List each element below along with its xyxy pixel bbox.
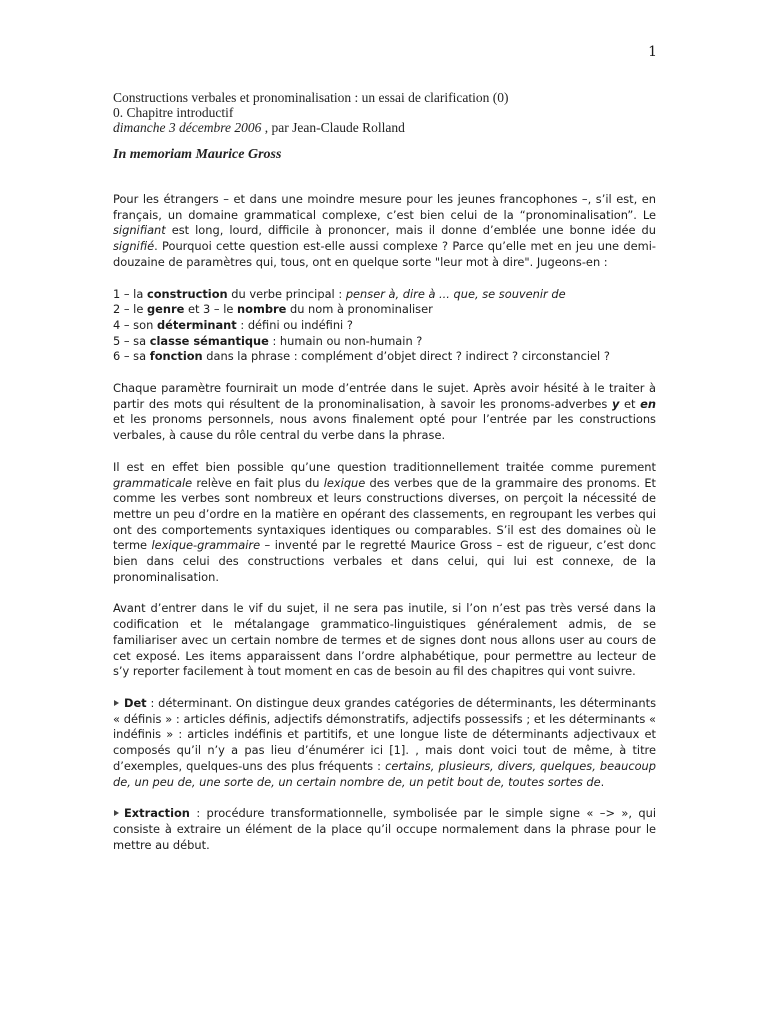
article-header — [113, 90, 673, 135]
parameter-text: : défini ou indéfini ? — [236, 317, 353, 332]
parameter-text: du nom à pronominaliser — [286, 302, 433, 317]
glossary-definition: : procédure transformationnelle, symbolisée par le simple signe « –> », qui consiste à extraire un élément de la place qu’il occupe normalement dans la phrase pour le mettre au début. — [113, 806, 656, 852]
triangle-bullet-icon — [114, 700, 119, 706]
intro-paragraph — [113, 192, 656, 271]
body-text — [113, 192, 656, 869]
parameter-keyword: classe sémantique — [149, 333, 269, 348]
glossary-det — [113, 696, 656, 790]
parameter-item — [113, 349, 656, 365]
parameter-text: 5 – sa — [113, 333, 150, 348]
glossary-term: Extraction — [124, 806, 190, 821]
article-title: Constructions verbales et pronominalisation : un essai de clarification (0) — [113, 90, 509, 105]
term-grammaticale: grammaticale — [113, 475, 193, 490]
parameter-keyword: déterminant — [156, 317, 237, 332]
parameter-text: : humain ou non-humain ? — [268, 333, 423, 348]
entry-paragraph — [113, 381, 656, 444]
glossary-definition: : déterminant. On distingue deux grandes catégories de déterminants, les déterminants « définis » : articles définis, adjectifs démonstratifs, adjectifs possessifs ; et les déterminants « indéfinis » : articles indéfinis et partitifs, et une longue liste de déterminants adjectivaux et composés qu’il n’y a pas lieu d’énumérer ici [1]. , mais dont voici tout de même, à titre d’exemples, quelques-uns des plus fréquents : — [113, 695, 656, 773]
term-signifie: signifié — [113, 239, 155, 254]
parameter-item — [113, 334, 656, 350]
paragraph-text: des verbes que de la grammaire des pronoms. Et comme les verbes sont nombreux et leurs constructions diverses, on perçoit la nécessité de mettre un peu d’ordre en la matière en opérant des classements, en regroupant les verbes qui ont des comportements syntaxiques identiques ou comparables. S’il est des domaines où le terme — [113, 475, 657, 553]
glossary-term: Det — [124, 695, 147, 710]
term-y: y — [611, 396, 620, 411]
parameter-list — [113, 287, 656, 366]
term-en: en — [640, 396, 657, 411]
paragraph-text: et les pronoms personnels, nous avons finalement opté pour l’entrée par les constructions verbales, à cause du rôle central du verbe dans la phrase. — [113, 412, 656, 443]
parameter-item — [113, 287, 656, 303]
parameter-item — [113, 318, 656, 334]
parameter-example: penser à, dire à ... que, se souvenir de — [345, 286, 566, 301]
paragraph-text: relève en fait plus du — [192, 475, 324, 490]
paragraph-text: Il est en effet bien possible qu’une question traditionnellement traitée comme purement — [113, 459, 656, 474]
intro-text: Pour les étrangers – et dans une moindre mesure pour les jeunes francophones –, s’il est, en français, un domaine grammatical complexe, c’est bien celui de la “pronominalisation”. Le — [113, 192, 656, 222]
intro-text: . Pourquoi cette question est-elle aussi complexe ? Parce qu’elle met en jeu une demi-douzaine de paramètres qui, tous, ont en quelque sorte "leur mot à dire". Jugeons-en : — [113, 239, 656, 269]
glossary-definition: . — [600, 774, 605, 789]
avant-paragraph: Avant d’entrer dans le vif du sujet, il ne sera pas inutile, si l’on n’est pas très versé dans la codification et le métalangage grammatico-linguistiques généralement admis, de se familiariser avec un certain nombre de termes et de signes dont nous allons user au cours de cet exposé. Les items apparaissent dans l’ordre alphabétique, pour permettre au lecteur de s’y reporter facilement à tout moment en cas de besoin au fil des chapitres qui vont suivre. — [113, 601, 656, 679]
dedication: In memoriam Maurice Gross — [113, 147, 282, 162]
page-number: 1 — [648, 44, 657, 60]
parameter-text: 4 – son — [113, 317, 157, 332]
parameter-keyword: fonction — [149, 349, 203, 364]
parameter-text: 6 – sa — [113, 349, 150, 364]
parameter-keyword: construction — [146, 286, 228, 301]
date: dimanche 3 décembre 2006 — [113, 120, 262, 135]
parameter-text: 1 – la — [113, 286, 147, 301]
triangle-bullet-icon — [114, 810, 119, 816]
paragraph-text: et — [619, 396, 641, 411]
term-signifiant: signifiant — [113, 223, 166, 238]
paragraph-text: – inventé par le regretté Maurice Gross – est de rigueur, c’est donc bien dans celui des constructions verbales et dans celui, qui lui est connexe, de la pronominalisation. — [113, 538, 656, 584]
parameter-text: et 3 – le — [184, 302, 238, 317]
term-lexique-grammaire: lexique-grammaire — [151, 538, 261, 553]
byline — [113, 120, 673, 135]
intro-text: est long, lourd, difficile à prononcer, mais il donne d’emblée une bonne idée du — [165, 223, 656, 238]
glossary-examples: certains, plusieurs, divers, quelques, beaucoup de, un peu de, une sorte de, un certain nombre de, un petit bout de, toutes sortes de — [113, 758, 657, 789]
parameter-keyword: nombre — [237, 302, 287, 317]
parameter-text: 2 – le — [113, 302, 147, 317]
parameter-text: du verbe principal : — [227, 286, 346, 301]
parameter-keyword: genre — [146, 302, 185, 317]
glossary-extraction — [113, 806, 656, 853]
parameter-item — [113, 302, 656, 318]
chapter-title: 0. Chapitre introductif — [113, 105, 234, 120]
author: , par Jean-Claude Rolland — [261, 120, 405, 135]
lexique-paragraph — [113, 460, 656, 586]
parameter-text: dans la phrase : complément d’objet direct ? indirect ? circonstanciel ? — [202, 349, 610, 364]
paragraph-text: Chaque paramètre fournirait un mode d’entrée dans le sujet. Après avoir hésité à le traiter à partir des mots qui résultent de la pronominalisation, à savoir les pronoms-adverbes — [113, 381, 656, 411]
term-lexique: lexique — [323, 475, 366, 490]
